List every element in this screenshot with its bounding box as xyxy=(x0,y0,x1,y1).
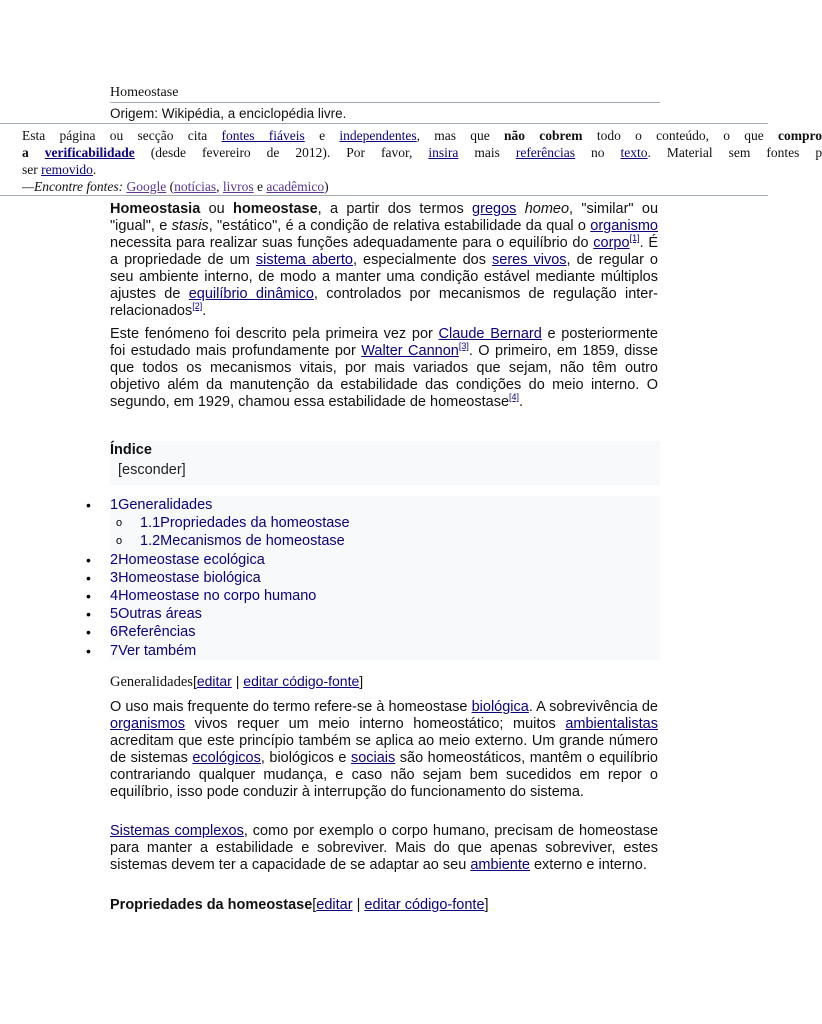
removido-link[interactable]: removido xyxy=(41,162,93,177)
intro-paragraph-2: Este fenómeno foi descrito pela primeira vez por Claude Bernard e posteriormente foi estudado mais profundamente por Walter Cannon[3]. O primeiro, em 1859, disse que todos os mecanismos vitais, por mais variados que sejam, não têm outro objetivo além da manutenção da estabilidade das condições do meio interno. O segundo, em 1929, chamou essa estabilidade de homeostase[4]. xyxy=(110,326,658,410)
intro-paragraph-1: Homeostasia ou homeostase, a partir dos termos gregos homeo, "similar" ou "igual", e stasis, "estático", é a condição de relativa estabilidade da qual o organismo necessita para realizar suas funções adequadamente para o equilíbrio do corpo[1]. É a propriedade de um sistema aberto, especialmente dos seres vivos, de regular o seu ambiente interno, de modo a manter uma condição estável mediante múltiplos ajustes de equilíbrio dinâmico, controlados por mecanismos de regulação inter-relacionados[2]. xyxy=(110,201,659,319)
gregos-link[interactable]: gregos xyxy=(472,201,517,217)
toc-item-4[interactable] xyxy=(82,587,660,605)
toc-item-6[interactable] xyxy=(82,623,660,641)
verificabilidade-link[interactable]: verificabilidade xyxy=(44,145,135,160)
toc-bullet: • xyxy=(86,587,91,604)
seres-vivos-link[interactable]: seres vivos xyxy=(492,252,567,268)
toc-item-1[interactable] xyxy=(82,496,660,514)
organismos-link[interactable]: organismos xyxy=(110,716,185,732)
toc-label: Homeostase ecológica xyxy=(118,551,265,568)
edit-source-link[interactable]: editar código-fonte xyxy=(364,897,485,913)
toc-item-5[interactable] xyxy=(82,605,660,623)
toc-item-3[interactable] xyxy=(82,569,660,587)
equilibrio-dinamico-link[interactable]: equilíbrio dinâmico xyxy=(188,286,314,302)
edit-link[interactable]: editar xyxy=(316,897,353,913)
toc-bullet: • xyxy=(86,624,91,641)
livros-link[interactable]: livros xyxy=(222,179,254,194)
notice-line-3: ser removido. xyxy=(22,162,97,177)
generalidades-paragraph-1: O uso mais frequente do termo refere-se à homeostase biológica. A sobrevivência de organismos vivos requer um meio interno homeostático; muitos ambientalistas acreditam que este princípio também se aplica ao meio externo. Um grande número de sistemas ecológicos, biológicos e sociais são homeostáticos, mantêm o equilíbrio contrariando qualquer mudança, e caso não sejam bem sucedidos em repor o equilíbrio, isso pode conduzir à interrupção do funcionamento do sistema. xyxy=(110,699,658,800)
toc-number: 3 xyxy=(110,569,119,586)
toc-label: Homeostase biológica xyxy=(118,569,261,586)
toc-label: Propriedades da homeostase xyxy=(160,515,350,532)
toc-entry-link[interactable] xyxy=(140,532,345,550)
toc-bullet: • xyxy=(86,551,91,568)
independentes-link[interactable]: independentes xyxy=(339,128,417,143)
corpo-link[interactable]: corpo xyxy=(593,235,630,251)
toc-header xyxy=(110,441,660,485)
toc-entry-link[interactable] xyxy=(110,623,195,641)
toc-entry-link[interactable] xyxy=(140,514,350,532)
toc-label: Homeostase no corpo humano xyxy=(118,587,317,604)
sistemas-complexos-link[interactable]: Sistemas complexos xyxy=(110,823,244,839)
fontes-fiaveis-link[interactable]: fontes fiáveis xyxy=(221,128,305,143)
generalidades-paragraph-2: Sistemas complexos, como por exemplo o corpo humano, precisam de homeostase para manter a estabilidade e sobreviver. Mais do que apenas sobreviver, estes sistemas devem ter a capacidade de se adaptar ao seu ambiente externo e interno. xyxy=(110,823,659,873)
toc-list xyxy=(82,496,660,660)
toc-number: 1.1 xyxy=(140,515,161,532)
reference-2-link[interactable]: [2] xyxy=(192,301,203,312)
organismo-link[interactable]: organismo xyxy=(590,218,658,234)
toc-entry-link[interactable] xyxy=(110,569,261,587)
toc-label: Referências xyxy=(118,624,196,641)
reference-4-link[interactable]: [4] xyxy=(509,392,520,403)
toc-entry-link[interactable] xyxy=(110,642,196,660)
toc-number: 1.2 xyxy=(140,533,161,550)
section-heading-generalidades: Generalidades[editar | editar código-fonte] xyxy=(110,673,364,690)
toc-bullet: • xyxy=(86,569,91,586)
toc-label: Mecanismos de homeostase xyxy=(160,533,345,550)
sociais-link[interactable]: sociais xyxy=(350,750,396,766)
toc-bullet: • xyxy=(86,642,91,659)
toc-number: 2 xyxy=(110,551,119,568)
toc-label: Generalidades xyxy=(118,497,213,513)
toc-entry-link[interactable] xyxy=(110,496,212,514)
page-title: Homeostase xyxy=(110,85,660,103)
academico-link[interactable]: acadêmico xyxy=(266,179,325,194)
claude-bernard-link[interactable]: Claude Bernard xyxy=(438,326,542,342)
sistema-aberto-link[interactable]: sistema aberto xyxy=(255,252,353,268)
reference-1-link[interactable]: [1] xyxy=(629,233,640,244)
toc-entry-link[interactable] xyxy=(110,551,265,569)
toc-number: 7 xyxy=(110,642,119,659)
toc-entry-link[interactable] xyxy=(110,605,202,623)
referencias-link[interactable]: referências xyxy=(515,145,576,160)
toc-item-1-1[interactable] xyxy=(82,514,660,532)
toc-number: 4 xyxy=(110,587,119,604)
toc-bullet: • xyxy=(86,606,91,623)
toc-title: Índice xyxy=(110,442,152,458)
find-sources-line: —Encontre fontes: Google (notícias, livros e acadêmico) xyxy=(22,179,329,194)
ambiente-link[interactable]: ambiente xyxy=(470,857,530,873)
edit-link[interactable]: editar xyxy=(196,673,232,689)
toc-item-7[interactable] xyxy=(82,642,660,660)
google-link[interactable]: Google xyxy=(126,179,167,194)
reference-3-link[interactable]: [3] xyxy=(458,341,469,352)
toc-label: Ver também xyxy=(118,642,197,659)
ambientalistas-link[interactable]: ambientalistas xyxy=(565,716,658,732)
toc-bullet: o xyxy=(116,517,123,530)
toc-item-1-2[interactable] xyxy=(82,532,660,550)
toc-label: Outras áreas xyxy=(118,606,202,623)
toc-bullet: o xyxy=(116,535,123,548)
toc-entry-link[interactable] xyxy=(110,587,316,605)
edit-source-link[interactable]: editar código-fonte xyxy=(243,673,360,689)
notice-line-2: a verificabilidade (desde fevereiro de 2012). Por favor, insira mais referências no texto. Material sem fontes p xyxy=(22,145,822,160)
toc-number: 1 xyxy=(110,497,119,513)
toc-bullet: • xyxy=(86,497,91,513)
subsection-heading-propriedades: Propriedades da homeostase[editar | editar código-fonte] xyxy=(110,897,489,913)
noticias-link[interactable]: notícias xyxy=(174,179,217,194)
toc-item-2[interactable] xyxy=(82,551,660,569)
insira-link[interactable]: insira xyxy=(428,145,459,160)
toc-hide-toggle[interactable]: [esconder] xyxy=(118,462,186,478)
page-origin: Origem: Wikipédia, a enciclopédia livre. xyxy=(110,106,347,121)
sources-notice-box xyxy=(0,123,822,196)
ecologicos-link[interactable]: ecológicos xyxy=(192,750,261,766)
notice-line-1: Esta página ou secção cita fontes fiáveis e independentes, mas que não cobrem todo o conteúdo, o que compro xyxy=(22,128,822,143)
walter-cannon-link[interactable]: Walter Cannon xyxy=(361,343,459,359)
biologica-link[interactable]: biológica xyxy=(471,699,529,715)
texto-link[interactable]: texto xyxy=(620,145,648,160)
toc-number: 6 xyxy=(110,624,119,641)
toc-number: 5 xyxy=(110,606,119,623)
